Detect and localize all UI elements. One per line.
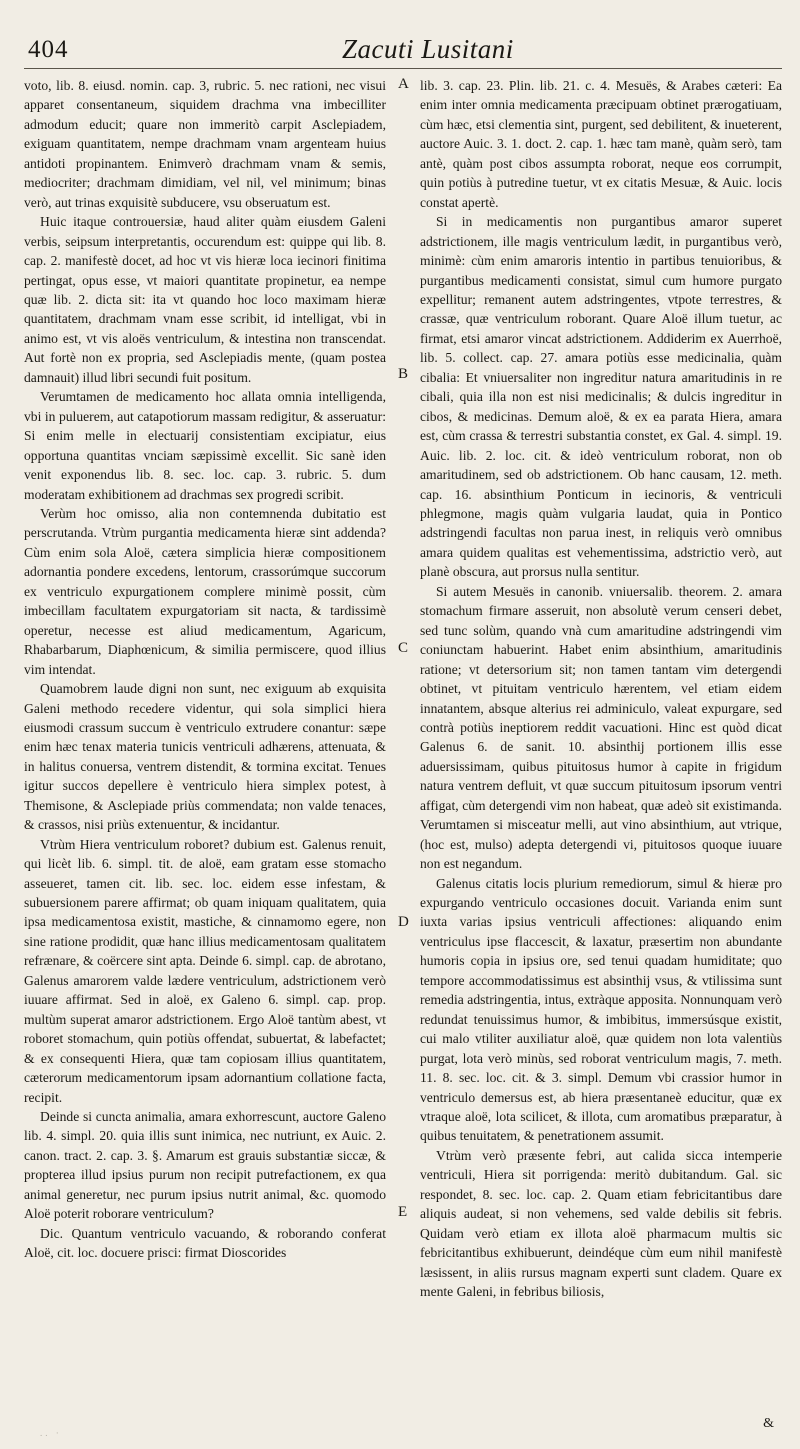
page-header [24, 30, 782, 70]
paragraph: Quamobrem laude digni non sunt, nec exiguum ab exquisita Galeni methodo recedere videntur, qui sola simplici hiera eiusmodi crassum succum è ventriculo extrudere conantur: sæpe enim hæc tenax materia tunicis ventriculi adhærens, attenuata, & in halitus conuersa, ventrem distendit, & tormina excitat. Tenues igitur succos depellere è ventriculo hiera simplex potest, à Themisone, & Asclepiade priùs commendata; non valde tenaces, & crassos, nisi priùs extenuentur, & incidantur. [24, 681, 386, 833]
margin-letter-c: C [398, 640, 409, 656]
margin-letter-d: D [398, 914, 409, 930]
paragraph: Deinde si cuncta animalia, amara exhorrescunt, auctore Galeno lib. 4. simpl. 20. quia illis sunt inimica, nec nutriunt, ex Auic. 2. canon. tract. 2. cap. 3. §. Amarum est grauis substantiæ siccæ, & propterea illud ipsius purum non recipit putrefactionem, ex qua animal generetur, nec purum ipsius nutrit animal, &c. quomodo Aloë poterit roborare ventriculum? [24, 1109, 386, 1222]
margin-letter-a: A [398, 76, 409, 92]
margin-letter-column [398, 76, 418, 1302]
running-head: Zacuti Lusitani [342, 34, 514, 64]
page-wear-marks: .. · [40, 1428, 62, 1438]
page-number: 404 [28, 36, 69, 63]
paragraph: Huic itaque controuersiæ, haud aliter quàm eiusdem Galeni verbis, seipsum interpretantis, occurendum est: quippe qui lib. 8. cap. 2. manifestè docet, ad hoc vt vis hieræ loca iecinori finitima pertingat, opus esse, vt maiori quantitate propinetur, ea nempe quæ lib. 2. dicta sit: ita vt quando hoc loco maximam hieræ quantitatem, drachmam vnam esse scribit, id intelligat, vbi in animo est, vt vis aloës ventriculum, & intestina non transcendat. Aut fortè non ex propria, sed Asclepiadis mente, (quam postea damnauit) illud libri secundi fuit positum. [24, 214, 386, 385]
margin-letter-e: E [398, 1204, 408, 1220]
paragraph: Verumtamen de medicamento hoc allata omnia intelligenda, vbi in puluerem, aut catapotiorum massam redigitur, & asseruatur: Si enim melle in electuarij consistentiam excipiatur, eius opportuna quantitas vnciam sæpissimè excellit. Sic sanè iden venit exponendus lib. 8. sec. loc. cap. 3. rubric. 5. dum moderatam exhibitionem ad drachmas sex progredi scribit. [24, 389, 386, 502]
paragraph: Verùm hoc omisso, alia non contemnenda dubitatio est perscrutanda. Vtrùm purgantia medicamenta hieræ sint addenda? Cùm enim sola Aloë, cætera simplicia hieræ compositionem adornantia pondere excedens, lentorum, crassorúmque succorum ex ventriculo expurgationem complere minimè possit, cùm imbecillam facultatem expurgatoriam sit nacta, & tardissimè operetur, necesse est aliud medicamentum, Agaricum, Rhabarbarum, Diaphœnicum, & similia permiscere, quod illius vim intendat. [24, 505, 386, 677]
text-columns [24, 76, 782, 1302]
right-column [420, 76, 782, 1302]
margin-letter-b: B [398, 366, 409, 382]
paragraph: Vtrùm verò præsente febri, aut calida sicca intemperie ventriculi, Hiera sit porrigenda: meritò dubitandum. Gal. sic respondet, 8. sec. loc. cap. 2. Quam etiam febricitantibus dare aliquis audeat, si non vehemens, sed valde debilis sit febris. Quidam verò etiam ex illota aloë pharmacum multis sic febricitantibus exhibuerunt, deindéque cùm eum nihil manifestè læsissent, in aliis rursus magnam experti sunt cladem. Quare ex mente Galeni, in febribus biliosis, [420, 1147, 782, 1300]
paragraph: Vtrùm Hiera ventriculum roboret? dubium est. Galenus renuit, qui licèt lib. 6. simpl. tit. de aloë, eam gratam esse stomacho asseueret, tamen cit. lib. sec. loc. eidem esse infestam, & subuersionem parere affirmat; ob quam iniquam qualitatem, quia ipsa medicamentosa existit, mastiche, & cinnamomo egere, non sine ratione prodidit, quæ hanc illius medicamentosam qualitatem refrænare, & coërcere sint apta. Deinde 6. simpl. cap. de abrotano, Galenus amarorem valde lædere ventriculum, adstrictionem verò iuuare affirmat. Sed in aloë, ex Galeno 6. simpl. cap. prop. multùm superat amaror adstrictionem. Ergo Aloë tantùm abest, vt roboret stomachum, quin potiùs offendat, subuertat, & labefactet; & ex consequenti Hiera, quæ tam copiosam illius quantitatem, cæterorum medicamentorum ipsam adornantium collatione facta, recipit. [24, 836, 386, 1105]
catchword: & [763, 1416, 774, 1431]
header-rule [24, 68, 782, 69]
paragraph: Dic. Quantum ventriculo vacuando, & roborando conferat Aloë, cit. loc. docuere prisci: firmat Dioscorides [24, 1225, 386, 1261]
paragraph: voto, lib. 8. eiusd. nomin. cap. 3, rubric. 5. nec rationi, nec visui apparet consentaneum, siquidem drachma vna imbecilliter admodum educit; quare non immeritò carpit Asclepiadem, exiguam quantitatem, nempe drachmam vnam argenteam huius antidoti propinantem. Enimverò drachmam vnam & semis, mediocriter; drachmam dimidiam, vel nil, vel minimum; binas verò, aut trinas exquisitè subducere, vsu obseruatum est. [24, 78, 386, 210]
paragraph: Galenus citatis locis plurium remediorum, simul & hieræ pro expurgando ventriculo occasiones docuit. Varianda enim sunt iuxta varias ipsius ventriculi affectiones: aliquando enim ventriculus ipse flaccescit, & laxatur, præsertim non abundante humoris copia in ipsius ore, sed tenui quadam humiditate; quo tempore accommodatissimus est absinthij vsus, & vtilissima sunt remedia adstringentia, intus, extràque apposita. Nonnunquam verò redundat tenuissimus humor, & imbibitus, immersúsque existit, cui malo vtiliter auxiliatur aloë, quæ quidem non lota valentiùs purgat, lota verò minùs, sed roborat ventriculum magis, 7. meth. 11. 8. sec. loc. cit. & 3. simpl. Demum vbi crassior humor in ventriculo demersus est, ab hiera præsentaneè educitur, quæ ex vtraque aloë, lota scilicet, & illota, cum aromatibus præparatur, à quibus tenuitatem, & penetrationem assumit. [420, 875, 782, 1144]
paragraph: Si autem Mesuës in canonib. vniuersalib. theorem. 2. amara stomachum firmare asseruit, non absolutè verum censeri debet, sed tunc solùm, quando vnà cum amaritudine adstringendi vim coniunctam habuerint. Habet enim absinthium, amaritudinis ratione; vt detersorium sit; non tamen tantam vim detergendi obtinet, vt pituitam ventriculo hærentem, vel etiam eidem innatantem, absque alterius rei adminiculo, valeat expurgare, sed contrà potiùs ineptiorem reddit vacuationi. Hinc est quòd dicat Galenus 6. de sanit. 10. absinthij portionem illis esse aduersissimam, quibus pituitosus humor à capite in frigidum natura ventrem defluit, vt quæ succum pituitosum ipsorum ventri affigat, cùm detergendi vim non habeat, quæ adeò sit existimanda. Verumtamen si misceatur melli, aut vino absinthium, aut vtrique, (hoc est, mulso) adepta detergendi vi, pituitosos quoque iuuare non est negandum. [420, 583, 782, 872]
paragraph: lib. 3. cap. 23. Plin. lib. 21. c. 4. Mesuës, & Arabes cæteri: Ea enim inter omnia medicamenta præcipuam obtinet prærogatiuam, cùm hæc, etsi clementia sint, purgent, sed debilitent, & inueterent, auctore Auic. 3. 1. doct. 2. cap. 1. hæc tam manè, quàm serò, tam antè, quàm post cibos assumpta roborat, neque eos corrumpit, quin potiùs à putredine tuetur, vt ex citatis Mesuæ, & Auic. locis constat apertè. [420, 78, 782, 210]
left-column [24, 76, 386, 1302]
paragraph: Si in medicamentis non purgantibus amaror superet adstrictionem, ille magis ventriculum lædit, in purgantibus verò, minimè: cùm enim amaroris intentio in partibus tenuioribus, & purgantibus medicamenti consistat, simul cum humore purgato expellitur; remanent autem adstringentes, vtpote terrestres, & crassæ, quæ ventriculum roborant. Quare Aloë illum tuetur, ac firmat, etsi amaror vincat adstrictionem. Addiderim ex Auerrhoë, lib. 5. collect. cap. 27. amara potiùs esse medicinalia, quàm cibalia: Et vniuersaliter non ingreditur natura amaritudinis in re cibali, quia illa non est nisi medicinalis; & dulcis ingreditur in cibos, & medicinas. Demum aloë, & ex ea parata Hiera, amara est, cùm crassa & terrestri substantia constet, ex Gal. 4. simpl. 19. Auic. lib. 2. loc. cit. & ideò ventriculum roborat, non ob amaritudinem, sed ob adstrictionem. Ob hanc causam, 12. meth. cap. 16. absinthium Ponticum in iecinoris, & ventriculi phlegmone, magis quàm vulgaria laudat, quia in Pontico adstringendi facultas non parua inest, in reliquis verò omnibus amara quidem qualitas est vehementissima, adstrictio verò, aut planè obscura, aut prorsus nulla sentitur. [420, 214, 782, 580]
